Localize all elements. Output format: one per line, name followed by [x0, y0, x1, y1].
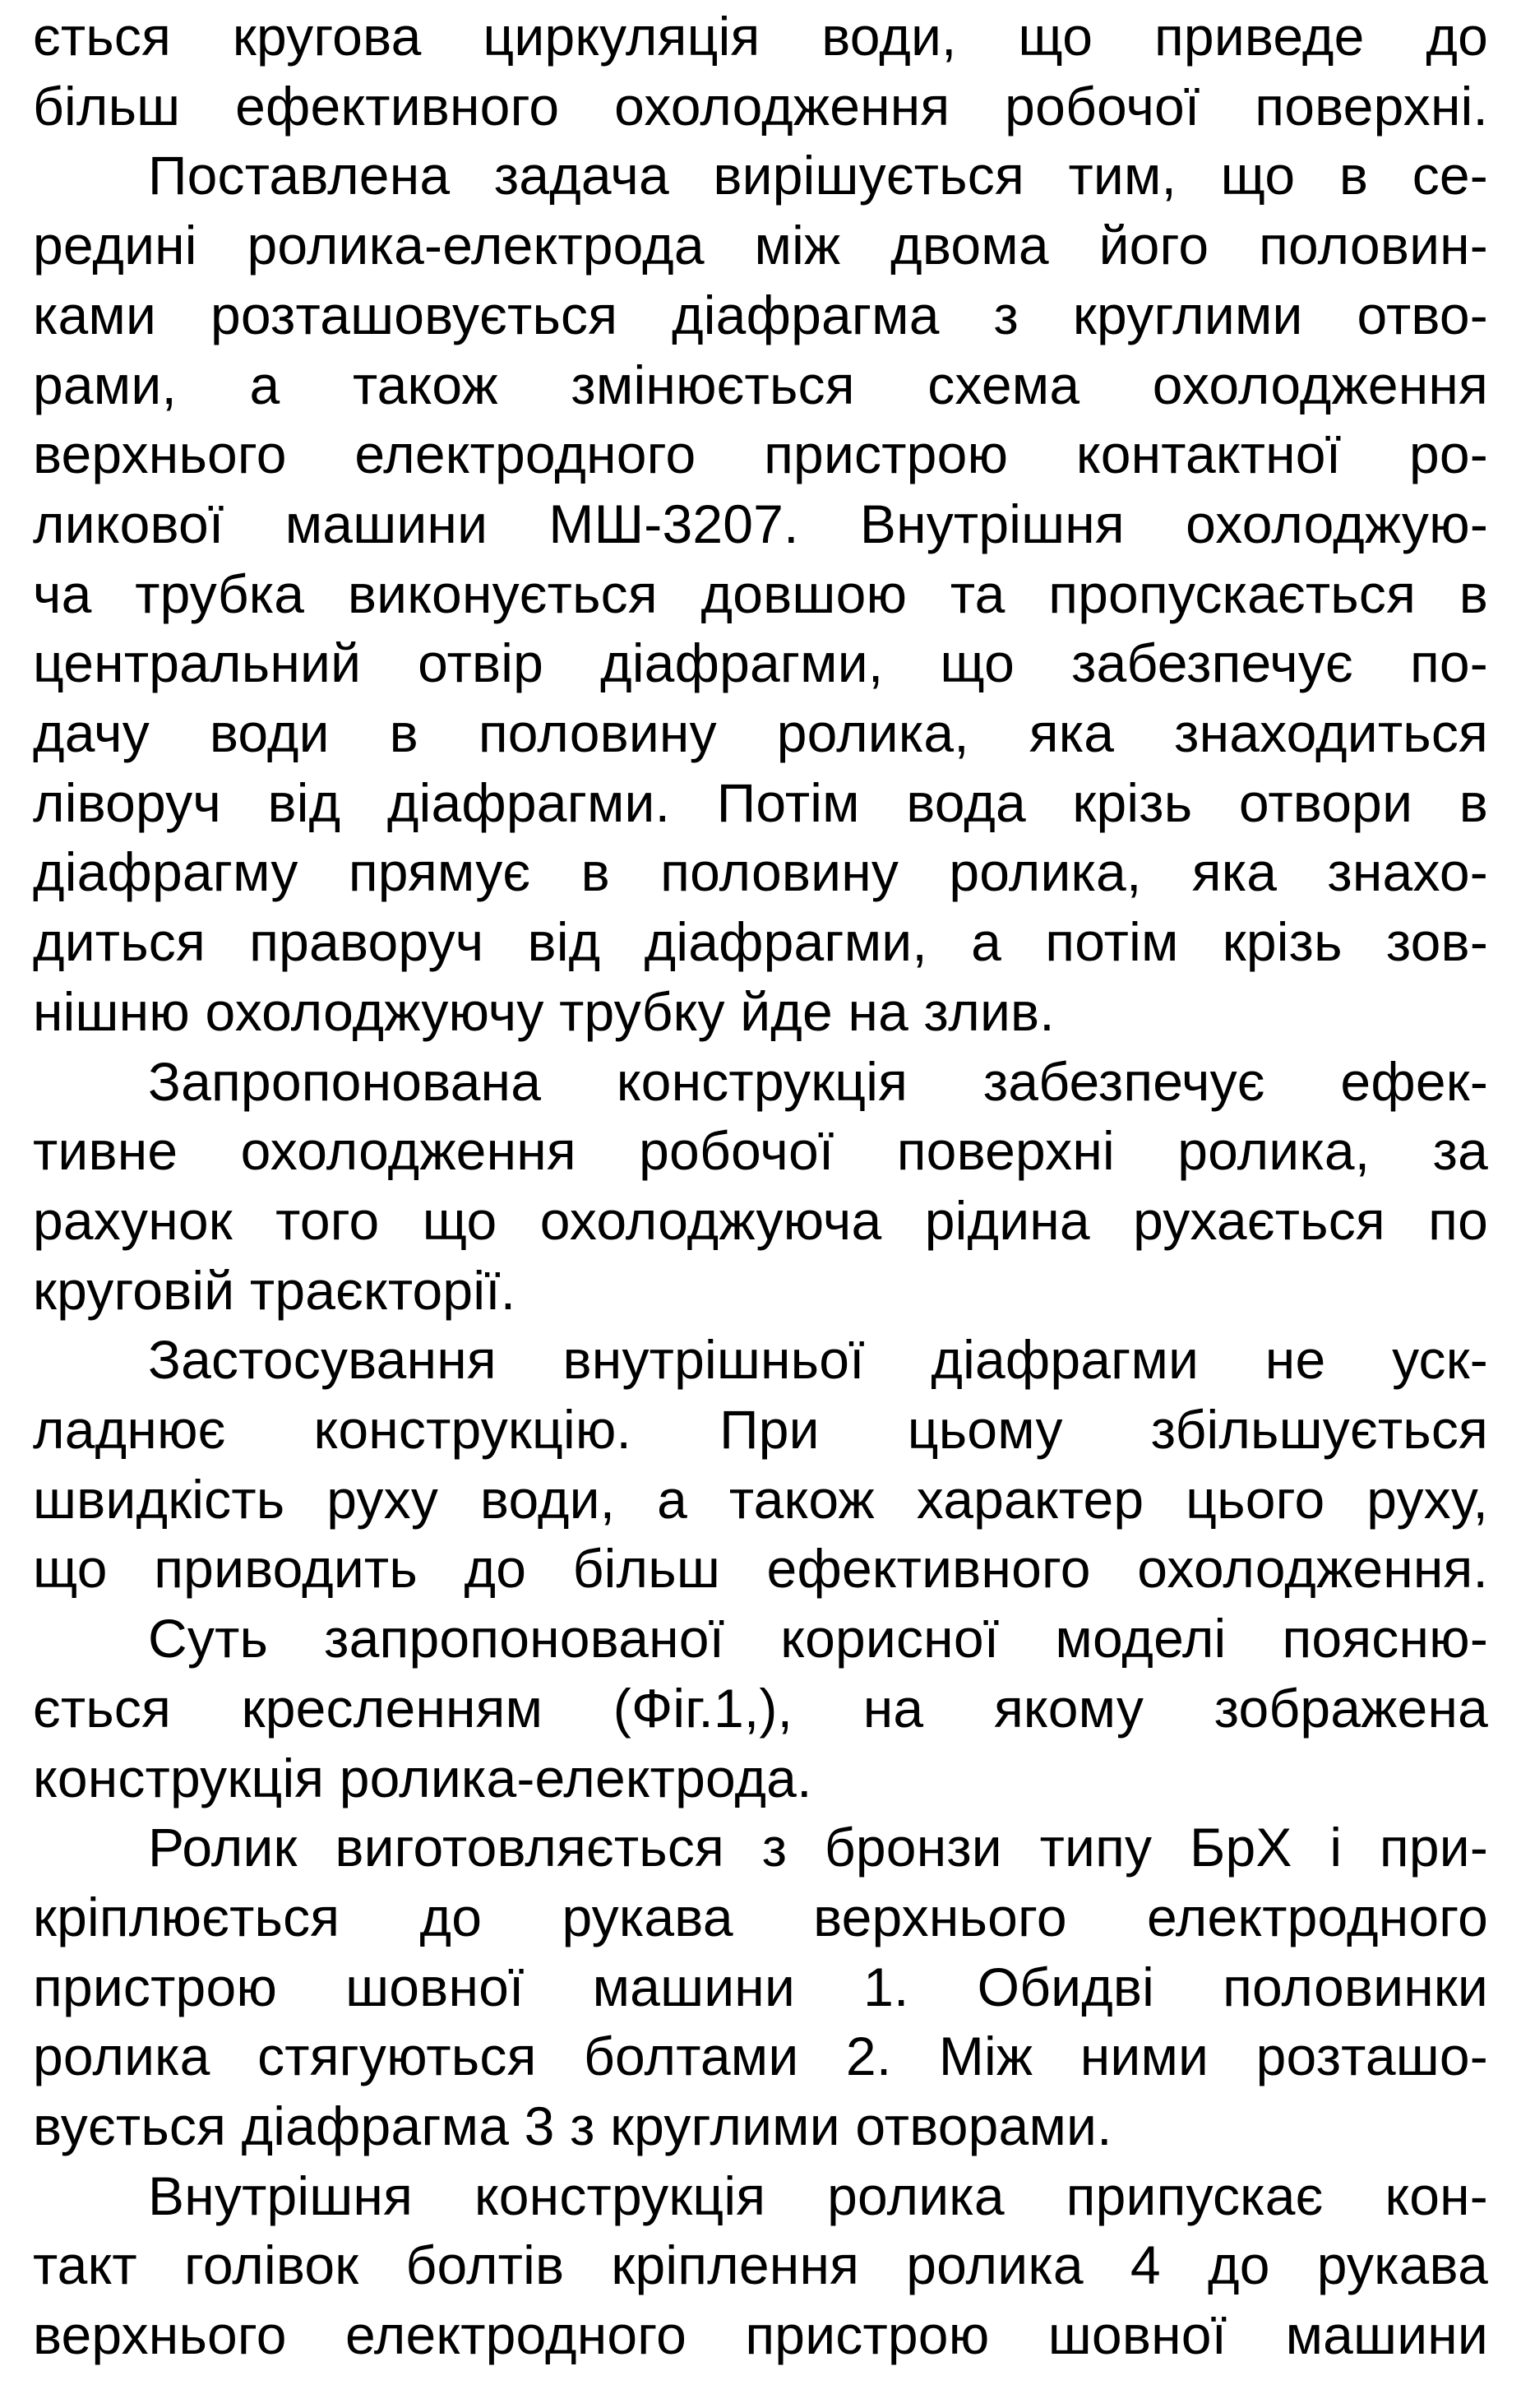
text-line: ладнює конструкцію. При цьому збільшується: [33, 1399, 1488, 1460]
text-line: ліворуч від діафрагми. Потім вода крізь отвори в: [33, 772, 1488, 833]
text-line: рахунок того що охолоджуюча рідина рухається по: [33, 1190, 1488, 1251]
text-line: Внутрішня конструкція ролика припускає кон-: [148, 2165, 1488, 2226]
text-line: Застосування внутрішньої діафрагми не уск-: [148, 1329, 1488, 1390]
text-line: кріплюється до рукава верхнього електродного: [33, 1887, 1488, 1947]
text-line: вується діафрагма 3 з круглими отворами.: [33, 2095, 1112, 2156]
text-line: редині ролика-електрода між двома його половин-: [33, 215, 1488, 276]
text-line: пристрою шовної машини 1. Обидві половинки: [33, 1956, 1488, 2017]
text-line: центральний отвір діафрагми, що забезпечує по-: [33, 632, 1488, 693]
text-line: ча трубка виконується довшою та пропускається в: [33, 563, 1488, 624]
text-line: діафрагму прямує в половину ролика, яка знахо-: [33, 841, 1488, 902]
text-line: Поставлена задача вирішується тим, що в се-: [148, 145, 1488, 206]
text-line: конструкція ролика-електрода.: [33, 1748, 812, 1808]
text-line: рами, а також змінюється схема охолодження: [33, 354, 1488, 415]
text-line: більш ефективного охолодження робочої поверхні.: [33, 76, 1488, 137]
text-line: ється кругова циркуляція води, що приведе до: [33, 6, 1488, 67]
text-line: круговій траєкторії.: [33, 1260, 516, 1321]
text-line: верхнього електродного пристрою шовної машини: [33, 2304, 1488, 2365]
text-line: ється кресленням (Фіг.1,), на якому зображена: [33, 1678, 1488, 1739]
text-line: такт голівок болтів кріплення ролика 4 до рукава: [33, 2234, 1488, 2295]
text-line: Запропонована конструкція забезпечує ефек-: [148, 1051, 1488, 1112]
text-line: диться праворуч від діафрагми, а потім крізь зов-: [33, 911, 1488, 972]
text-line: Ролик виготовляється з бронзи типу БрХ і при-: [148, 1817, 1488, 1878]
text-line: нішню охолоджуючу трубку йде на злив.: [33, 981, 1055, 1042]
text-line: дачу води в половину ролика, яка знаходиться: [33, 702, 1488, 763]
text-line: верхнього електродного пристрою контактної ро-: [33, 424, 1488, 484]
text-line: ролика стягуються болтами 2. Між ними розташо-: [33, 2026, 1488, 2086]
text-line: тивне охолодження робочої поверхні ролика, за: [33, 1120, 1488, 1181]
text-line: що приводить до більш ефективного охолодження.: [33, 1538, 1488, 1599]
text-line: ками розташовується діафрагма з круглими отво-: [33, 285, 1488, 345]
text-line: швидкість руху води, а також характер цього руху,: [33, 1469, 1488, 1530]
text-line: ликової машини МШ-3207. Внутрішня охолоджую-: [33, 493, 1488, 554]
text-line: Суть запропонованої корисної моделі поясню-: [148, 1608, 1488, 1669]
document-page: [33, 0, 1488, 2408]
